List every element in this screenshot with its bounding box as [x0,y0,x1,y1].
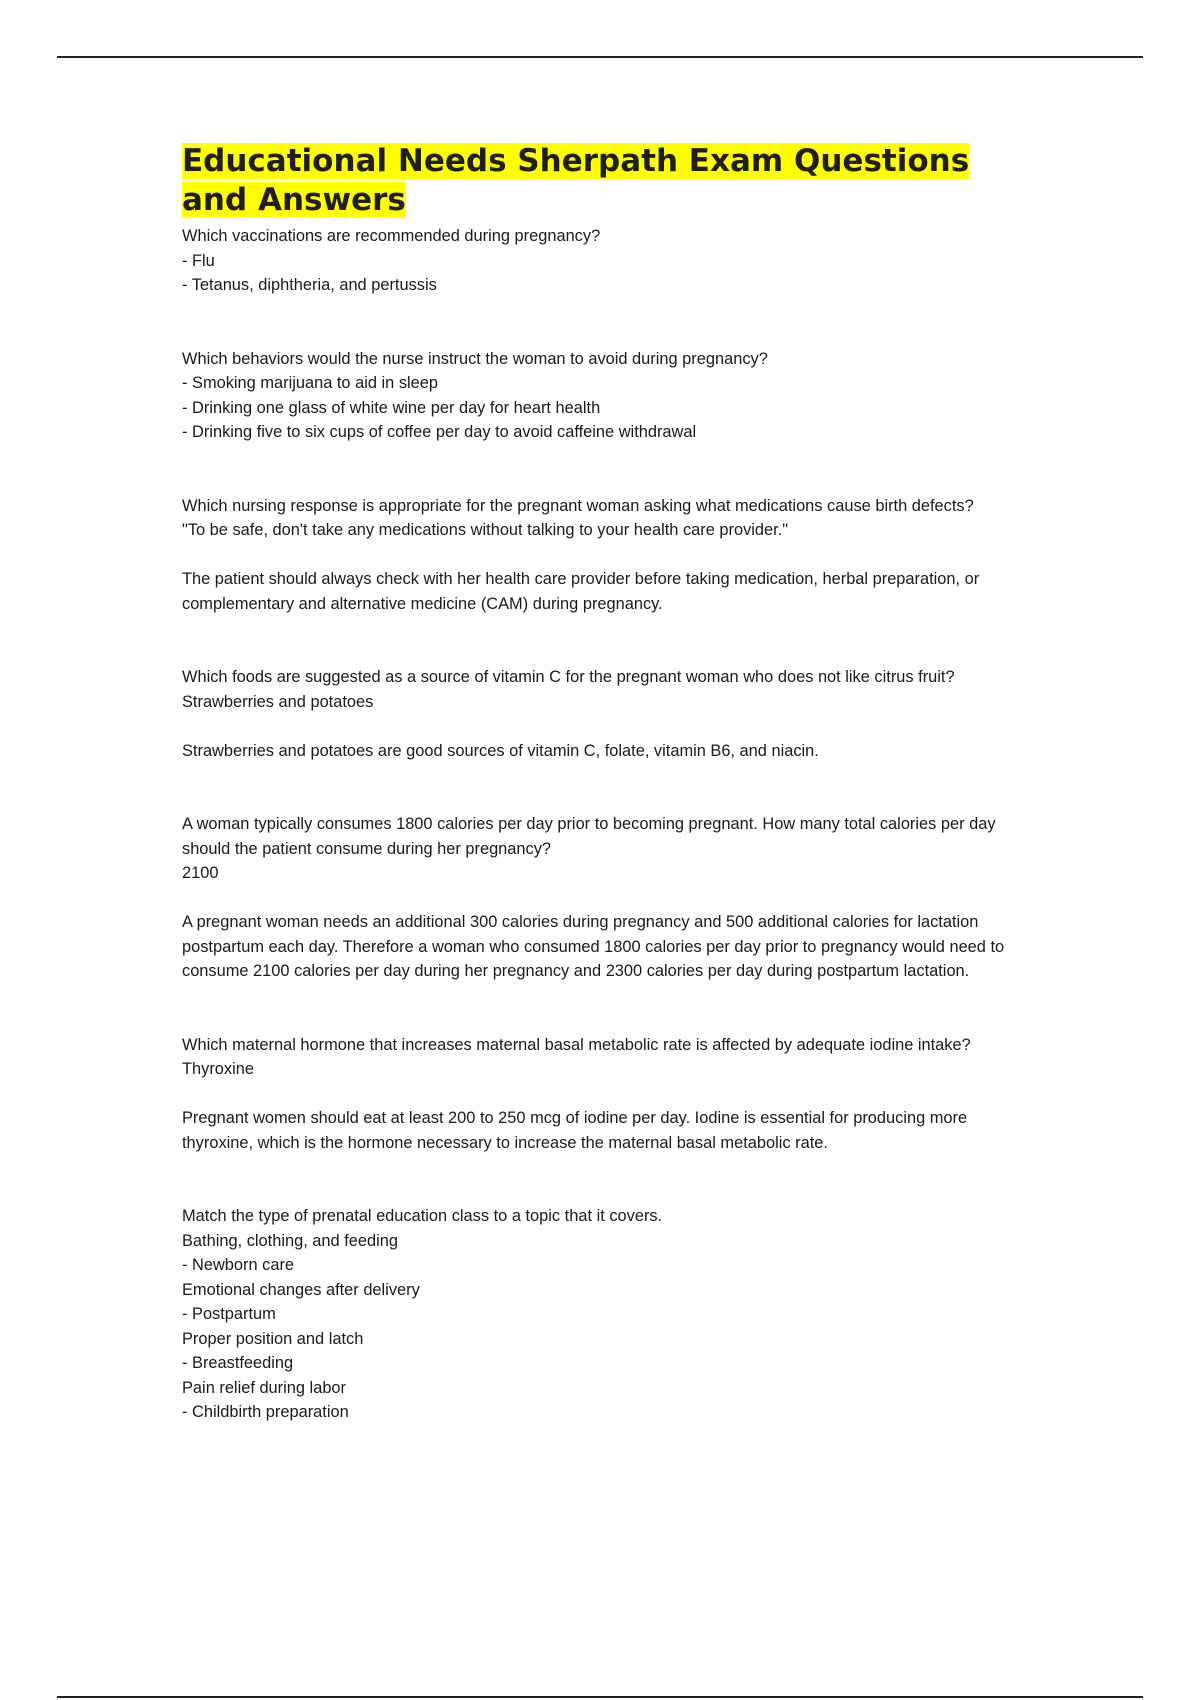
answer-text: - Postpartum [182,1305,276,1323]
question-text: Which behaviors would the nurse instruct the woman to avoid during pregnancy? [182,349,768,368]
answer-text: - Drinking one glass of white wine per day for heart health [182,398,601,417]
answer-text: - Breastfeeding [182,1354,294,1372]
qa-item-7 [182,1204,1022,1425]
answer-text: - Newborn care [182,1256,295,1274]
answer-text: Strawberries and potatoes [182,692,374,711]
answer-text: - Flu [182,251,215,270]
rationale-text: The patient should always check with her health care provider before taking medication, herbal preparation, or complementary and alternative medicine (CAM) during pregnancy. [182,570,980,613]
answer-text: - Tetanus, diphtheria, and pertussis [182,276,437,294]
qa-item-2 [182,347,1022,445]
question-text: Which vaccinations are recommended during pregnancy? [182,227,601,245]
answer-text: Emotional changes after delivery [182,1280,420,1299]
qa-item-6 [182,1033,1022,1156]
answer-text: Bathing, clothing, and feeding [182,1231,398,1250]
qa-item-5 [182,812,1022,984]
qa-item-3 [182,494,1022,617]
bottom-rule [57,1696,1143,1698]
top-rule [57,56,1143,58]
qa-item-4 [182,665,1022,763]
answer-text: - Childbirth preparation [182,1403,349,1421]
question-text: Which foods are suggested as a source of vitamin C for the pregnant woman who does not like citrus fruit? [182,668,955,686]
rationale-text: Strawberries and potatoes are good sources of vitamin C, folate, vitamin B6, and niacin. [182,741,819,760]
qa-item-1 [182,224,1022,298]
answer-text: "To be safe, don't take any medications without talking to your health care provider." [182,521,789,539]
answer-text: Proper position and latch [182,1329,364,1348]
document-body [182,142,1022,1425]
answer-text: - Drinking five to six cups of coffee per day to avoid caffeine withdrawal [182,423,697,441]
question-text: Which nursing response is appropriate for the pregnant woman asking what medications cause birth defects? [182,496,974,515]
question-text: Match the type of prenatal education class to a topic that it covers. [182,1207,663,1225]
question-text: Which maternal hormone that increases maternal basal metabolic rate is affected by adequate iodine intake? [182,1035,971,1054]
question-text: A woman typically consumes 1800 calories per day prior to becoming pregnant. How many total calories per day should the patient consume during her pregnancy? [182,815,996,858]
title-highlight: Educational Needs Sherpath Exam Questions and Answers [182,143,970,218]
answer-text: 2100 [182,864,219,882]
answer-text: Thyroxine [182,1060,254,1078]
answer-text: Pain relief during labor [182,1378,347,1397]
document-title [182,142,1022,220]
rationale-text: A pregnant woman needs an additional 300 calories during pregnancy and 500 additional calories for lactation postpartum each day. Therefore a woman who consumed 1800 calories per day prior to pregnancy would need to consume 2100 calories per day during her pregnancy and 2300 calories per day during postpartum lactation. [182,913,1005,980]
rationale-text: Pregnant women should eat at least 200 to 250 mcg of iodine per day. Iodine is essential for producing more thyroxine, which is the hormone necessary to increase the maternal basal metabolic rate. [182,1109,968,1152]
answer-text: - Smoking marijuana to aid in sleep [182,374,439,392]
